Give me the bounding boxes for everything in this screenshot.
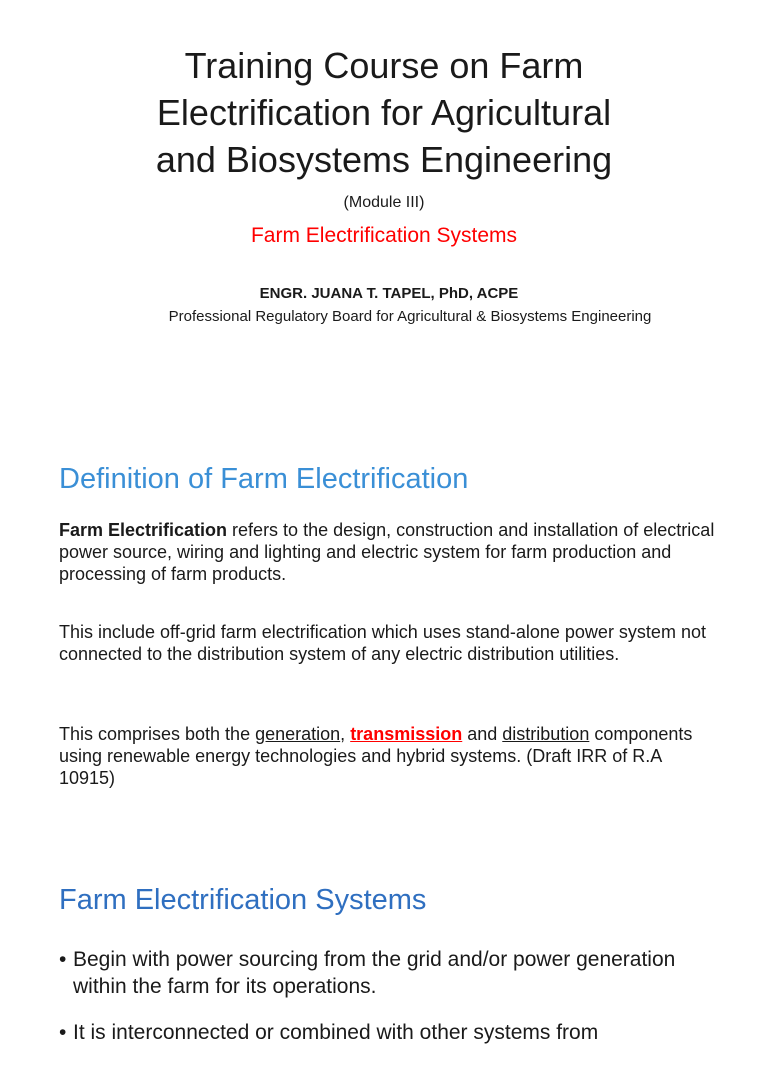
definition-heading: Definition of Farm Electrification — [59, 463, 469, 495]
course-title-line-1: Training Course on Farm — [184, 45, 584, 86]
author-organization: Professional Regulatory Board for Agricultural & Biosystems Engineering — [168, 308, 652, 325]
bullet-text: It is interconnected or combined with other systems from — [73, 1021, 599, 1044]
definition-term: Farm Electrification — [59, 520, 228, 540]
module-label: (Module III) — [343, 194, 425, 211]
systems-slide — [0, 870, 768, 1044]
definition-text: refers to the design, construction and installation of electrical power source, wiring and lighting and electric system for farm production and processing of farm products. — [59, 520, 715, 584]
distribution-term: distribution — [502, 724, 590, 744]
title-slide — [0, 0, 768, 384]
systems-heading: Farm Electrification Systems — [59, 884, 427, 916]
components-and: and — [462, 724, 503, 744]
bullet-text: Begin with power sourcing from the grid and/or power generation within the farm for its operations. — [73, 948, 676, 998]
generation-term: generation — [255, 724, 341, 744]
components-text-end: components using renewable energy technologies and hybrid systems. (Draft IRR of R.A 10915) — [59, 724, 693, 788]
list-item — [59, 1019, 699, 1046]
bullet-icon: • — [59, 948, 67, 971]
course-title — [40, 42, 728, 183]
author-name: ENGR. JUANA T. TAPEL, PhD, ACPE — [259, 285, 519, 302]
course-title-line-3: and Biosystems Engineering — [155, 139, 613, 180]
definition-slide — [0, 432, 768, 822]
course-title-line-2: Electrification for Agricultural — [156, 92, 612, 133]
list-item — [59, 946, 699, 1000]
systems-bullet-list — [59, 946, 699, 1065]
components-text-start: This comprises both the — [59, 724, 256, 744]
components-comma: , — [340, 724, 351, 744]
module-subtitle: Farm Electrification Systems — [250, 224, 518, 247]
components-paragraph — [59, 723, 719, 789]
off-grid-paragraph: This include off-grid farm electrification which uses stand-alone power system not connected to the distribution system of any electric distribution utilities. — [59, 622, 706, 664]
definition-paragraph — [59, 519, 719, 585]
transmission-term: transmission — [350, 724, 463, 744]
bullet-icon: • — [59, 1021, 67, 1044]
